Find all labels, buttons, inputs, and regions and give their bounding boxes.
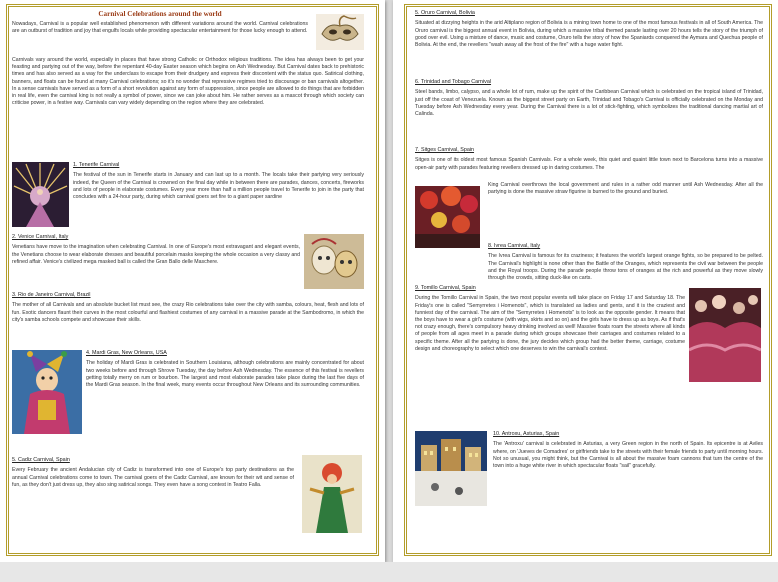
- section-text: The mother of all Carnivals and an absolute bucket list must see, the crazy Rio celebrations take over the city with samba, colours, heat, flesh and lots of fun. Exotic dancers flaunt their curves in the most colourful and flashiest costumes of any carnival in a massive parade at the Sambodromo, in which the city's samba schools compete and showcase their skills.: [12, 302, 364, 323]
- intro-paragraph-2: Carnivals vary around the world, especially in places that have strong Catholic or Orthodox religious traditions. The idea has always been to get your feasting and partying out of the way, before the repentant 40-day Easter season which begins on Ash Wednesday. But Carnival dates back to prehistoric times and has also served as a way for the underclass to escape from their drudgery and express their discontent with the status quo. Satirical clothing, banners, and floats can be found at many Carnival celebrations; so it's no wonder that repressive regimes tried to discourage or ban carnivals altogether. In a sense carnivals have served as a form of a short revolution against any form of suppression, since people are allowed to do things that are forbidden in real life, even the carnival king is not really a symbol of power, since we can joke about him. He rather serves as a mascot through which society can criticise power, in a festive way. Carnivals can vary widely depending on the region where they are celebrated.: [12, 57, 364, 107]
- section-text: Steel bands, limbo, calypso, and a whole lot of rum, make up the spirit of the Caribbean Carnival which is celebrated on the tropical island of Trinidad, just off the coast of Venezuela. Known as the biggest street party on Earth, Trinidad and Tobago's Carnival is officially celebrated on the Monday and Tuesday before Ash Wednesday every year. During the Carnival there is a lot of stick-fighting, which symbolizes the traditional dancing martial art of Calinda.: [415, 89, 763, 118]
- section-mardi-gras: [86, 350, 364, 389]
- section-text: The Ivrea Carnival is famous for its craziness; it features the world's largest orange fights, so be prepared to be pelted. The Carnival's highlight is none other than the Battle of the Oranges, which represents the civil war between the people and the Royal troops. During the parade people throw tons of oranges at the rich and powerful as they move slowly through the crowds, sitting duck-like on carts.: [488, 253, 763, 282]
- section-cadiz: [12, 457, 294, 489]
- section-heading: 7. Sitges Carnival, Spain: [415, 147, 475, 153]
- section-heading: 1. Tenerife Carnival: [73, 162, 120, 168]
- section-heading: 9. Tomillo Carnival, Spain: [415, 285, 476, 291]
- cadiz-costume-image: [302, 455, 362, 533]
- venice-masks-image: [304, 234, 364, 289]
- intro-paragraph-1: Nowadays, Carnival is a popular well established phenomenon with different variations around the world. Carnival celebrations are an outburst of tradition and joy that engulfs locals while providing spectacular entertainment for those lucky enough to attend.: [12, 21, 308, 35]
- section-text: Situated at dizzying heights in the arid Altiplano region of Bolivia is a mining town home to one of the most famous festivals in all of South America. The Oruro carnival is the biggest annual event in Bolivia, during which a massive tribal themed parade lasting over 20 hours tells the story of the triumph of good over evil. Using a mixture of dance, music and costume, Oruro tells the story of how the Spaniards conquered the Aymara and Quechua people of Bolivia. At the end, the revellers "wash away all the frost of the fire" with a huge water fight.: [415, 20, 763, 49]
- right-page: [393, 0, 778, 562]
- section-heading: 10. Antroxu, Asturias, Spain: [493, 431, 560, 437]
- venice-mask-image: [316, 14, 364, 50]
- section-text: Every February the ancient Andalucian city of Cadiz is transformed into one of Europe's top party destinations as the annual Carnival celebrations come to town. The carnival goers of the Cadiz Carnival, are known for their wit and sense of fun, as they don't just dress up, they also sing satirical songs. They even have a song contest in Teatro Falla.: [12, 467, 294, 488]
- sitges-side-block: [488, 182, 763, 196]
- section-venice: [12, 234, 300, 266]
- section-oruro: [415, 10, 763, 49]
- section-sitges: [415, 147, 763, 172]
- mardi-gras-jester-image: [12, 350, 82, 434]
- section-text: The holiday of Mardi Gras is celebrated in Southern Louisiana, although celebrations are mainly concentrated for about two weeks before and through Shrove Tuesday, the day before Ash Wednesday. The essence of this festival is revellers getting totally merry on rum or bourbon. The largest and most elaborate parades take place during the last five days of the Mardi Gras season. In the final week, many events occur throughout New Orleans and its surrounding communities.: [86, 360, 364, 389]
- section-heading: 5. Cadiz Carnival, Spain: [12, 457, 70, 463]
- aviles-town-image: [415, 431, 487, 506]
- section-heading: 8. Ivrea Carnival, Italy: [488, 243, 541, 249]
- viewer-gutter: [0, 562, 778, 582]
- sitges-parade-image: [415, 186, 480, 248]
- section-tomillo: [415, 285, 685, 353]
- title-block: [12, 10, 308, 35]
- left-page: [0, 0, 385, 562]
- section-heading: 6. Trinidad and Tobago Carnival: [415, 79, 492, 85]
- section-text: Venetians have move to the imagination when celebrating Carnival. In one of Europe's most extravagant and elegant events, the Venetians choose to wear elaborate dresses and beautiful porcelain masks keeping the whole occasion a very classy and refined affair. Venice's civilized mega masked ball is called the Gran Ballo delle Maschere.: [12, 244, 300, 265]
- tenerife-queen-image: [12, 162, 69, 227]
- tomillo-crowd-image: [689, 288, 761, 382]
- section-rio: [12, 292, 364, 324]
- section-ivrea: [488, 243, 763, 282]
- section-text: The 'Antroxu' carnival is celebrated in Asturias, a very Green region in the north of Spain. Its epicentre is at Aviles where, on 'Jueves de Comadres' or girlfriends take to the streets with their female friends to party until morning hours. Not so unusual, you might think, but the Carnival is all about the massive foam cannons that turn the centre of the town into a huge white river in which spectacular floats "sail" gracefully.: [493, 441, 763, 470]
- section-text: The festival of the sun in Tenerife starts in January and can last up to a month. The locals take their partying very seriously indeed, the Queen of the Carnival is crowned on the final day while in between there are parades, dances, concerts, fireworks and lots of people in elaborate costumes. Every year more than half a million people travel to Tenerife to join in the party that concludes with a 24-hour party, during which carnival goers set fire to a giant paper sardine: [73, 172, 364, 201]
- page-title: Carnival Celebrations around the world: [98, 10, 222, 18]
- section-heading: 4. Mardi Gras, New Orleans, USA: [86, 350, 167, 356]
- intro-block-2: [12, 57, 364, 107]
- section-heading: 3. Rio de Janeiro Carnival, Brazil: [12, 292, 91, 298]
- section-heading: 5. Oruro Carnival, Bolivia: [415, 10, 475, 16]
- section-trinidad: [415, 79, 763, 118]
- section-text: King Carnival overthrows the local government and rules in a rather odd manner until Ash Wednesday. After all the partying is done the massive straw figurine is burned to the ground and buried.: [488, 182, 763, 196]
- section-antroxu: [493, 431, 763, 470]
- section-text: During the Tomillo Carnival in Spain, the two most popular events will take place on Friday 17 and Saturday 18. The Friday's one is called "Semyrretes i Homenots", which is translated as ladies and gents, and it is the craziest and funniest day of the carnival. The aim of the "Semyrretes i Homenots" is to look as the opposite gender. It means that the boys have to wear a girl's costume (with wigs, skirts and so on) and the girls have to dress up as boys. As if that's not crazy enough, there's compulsory heavy drinking involved as well! Massive floats roam the streets where all kinds of people from all ages meet in a parade during which groups showcase their carriages and costumes related to a specific theme. After all the partying is done, the jury decides which group had the better theme, carriage, costume design and choreography to select which one deserves to win the carnival's contest.: [415, 295, 685, 352]
- section-text: Sitges is one of its oldest most famous Spanish Carnivals. For a whole week, this quiet and quaint little town next to Barcelona turns into a massive open-air party with parades featuring revellers dressed up in daring costumes. The: [415, 157, 763, 171]
- section-tenerife: [73, 162, 364, 201]
- section-heading: 2. Venice Carnival, Italy: [12, 234, 69, 240]
